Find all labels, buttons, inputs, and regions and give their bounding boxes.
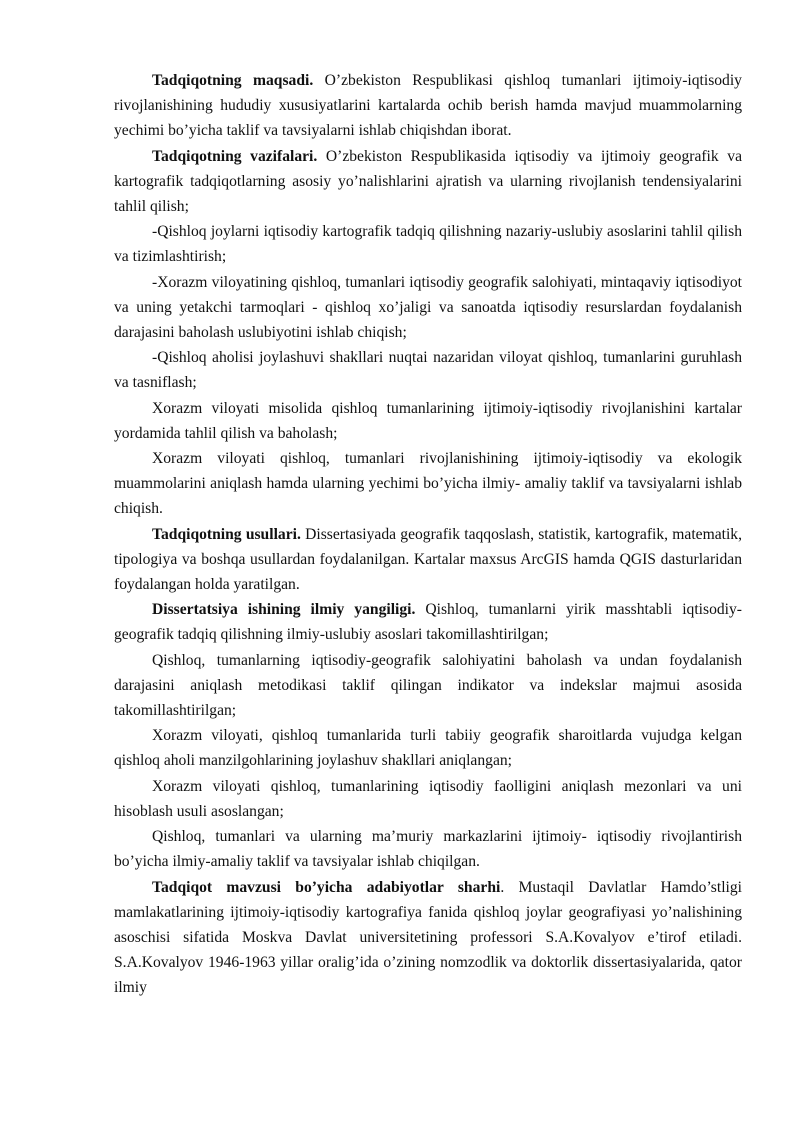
paragraph-task-item bbox=[114, 446, 742, 522]
paragraph-text: O’zbekiston Respublikasida iqtisodiy va ijtimoiy geografik va kartografik tadqiqotlarning asosiy yo’nalishlarini ajratish va ularning rivojlanish tendensiyalarini tahlil qilish; bbox=[114, 147, 742, 216]
paragraph-task-item bbox=[114, 219, 742, 269]
paragraph-text: -Xorazm viloyatining qishloq, tumanlari iqtisodiy geografik salohiyati, mintaqaviy iqtisodiyot va uning yetakchi tarmoqlari - qishloq xo’jaligi va sanoatda iqtisodiy resurslardan foydalanish darajasini baholash uslubiyotini ishlab chiqish; bbox=[114, 273, 742, 342]
paragraph-research-tasks bbox=[114, 144, 742, 220]
paragraph-text: Xorazm viloyati, qishloq tumanlarida turli tabiiy geografik sharoitlarda vujudga kelgan qishloq aholi manzilgohlarining joylashuv shakllari aniqlangan; bbox=[114, 727, 742, 770]
paragraph-research-goal bbox=[114, 68, 742, 144]
paragraph-novelty-item bbox=[114, 723, 742, 773]
paragraph-heading: Tadqiqotning usullari. bbox=[152, 525, 301, 543]
paragraph-novelty-item bbox=[114, 648, 742, 724]
paragraph-text: Xorazm viloyati misolida qishloq tumanlarining ijtimoiy-iqtisodiy rivojlanishini kartalar yordamida tahlil qilish va baholash; bbox=[114, 399, 742, 442]
paragraph-text: -Qishloq aholisi joylashuvi shakllari nuqtai nazaridan viloyat qishloq, tumanlarini guruhlash va tasniflash; bbox=[114, 349, 742, 392]
paragraph-task-item bbox=[114, 345, 742, 395]
paragraph-novelty-item bbox=[114, 824, 742, 874]
paragraph-text: Qishloq, tumanlari va ularning ma’muriy markazlarini ijtimoiy- iqtisodiy rivojlantirish bo’yicha ilmiy-amaliy taklif va tavsiyalar ishlab chiqilgan. bbox=[114, 828, 742, 871]
paragraph-text: Qishloq, tumanlarni yirik masshtabli iqtisodiy-geografik tadqiq qilishning ilmiy-uslubiy asoslari takomillashtirilgan; bbox=[114, 601, 742, 644]
paragraph-research-methods bbox=[114, 522, 742, 598]
paragraph-text: O’zbekiston Respublikasi qishloq tumanlari ijtimoiy-iqtisodiy rivojlanishining hududiy xususiyatlarini kartalarda ochib berish hamda mavjud muammolarning yechimi bo’yicha taklif va tavsiyalarni ishlab chiqishdan iborat. bbox=[114, 72, 742, 140]
paragraph-task-item bbox=[114, 270, 742, 346]
paragraph-heading: Tadqiqotning vazifalari. bbox=[152, 147, 318, 165]
paragraph-scientific-novelty bbox=[114, 597, 742, 647]
paragraph-heading: Tadqiqot mavzusi bo’yicha adabiyotlar sharhi bbox=[152, 878, 501, 896]
paragraph-novelty-item bbox=[114, 774, 742, 824]
paragraph-text: -Qishloq joylarni iqtisodiy kartografik tadqiq qilishning nazariy-uslubiy asoslarini tahlil qilish va tizimlashtirish; bbox=[114, 223, 742, 266]
paragraph-text: Qishloq, tumanlarning iqtisodiy-geografik salohiyatini baholash va undan foydalanish darajasini aniqlash metodikasi taklif qilingan indikator va indekslar majmui asosida takomillashtirilgan; bbox=[114, 651, 742, 720]
paragraph-text: . Mustaqil Davlatlar Hamdo’stligi mamlakatlarining ijtimoiy-iqtisodiy kartografiya fanida qishloq joylar geografiyasi yo’nalishining asoschisi sifatida Moskva Davlat universitetining professori S.A.Kovalyov e’tirof etiladi. S.A.Kovalyov 1946-1963 yillar oralig’ida o’zining nomzodlik va doktorlik dissertasiyalarida, qator ilmiy bbox=[114, 878, 742, 997]
document-page bbox=[114, 68, 742, 1001]
paragraph-text: Xorazm viloyati qishloq, tumanlarining iqtisodiy faolligini aniqlash mezonlari va uni hisoblash usuli asoslangan; bbox=[114, 777, 742, 820]
paragraph-text: Dissertasiyada geografik taqqoslash, statistik, kartografik, matematik, tipologiya va boshqa usullardan foydalanilgan. Kartalar maxsus ArcGIS hamda QGIS dasturlaridan foydalangan holda yaratilgan. bbox=[114, 525, 743, 594]
paragraph-heading: Dissertatsiya ishining ilmiy yangiligi. bbox=[152, 601, 416, 619]
paragraph-heading: Tadqiqotning maqsadi. bbox=[152, 72, 314, 89]
paragraph-text: Xorazm viloyati qishloq, tumanlari rivojlanishining ijtimoiy-iqtisodiy va ekologik muammolarini aniqlash hamda ularning yechimi bo’yicha ilmiy- amaliy taklif va tavsiyalarni ishlab chiqish. bbox=[114, 450, 742, 518]
paragraph-literature-review bbox=[114, 875, 742, 1001]
paragraph-task-item bbox=[114, 396, 742, 446]
